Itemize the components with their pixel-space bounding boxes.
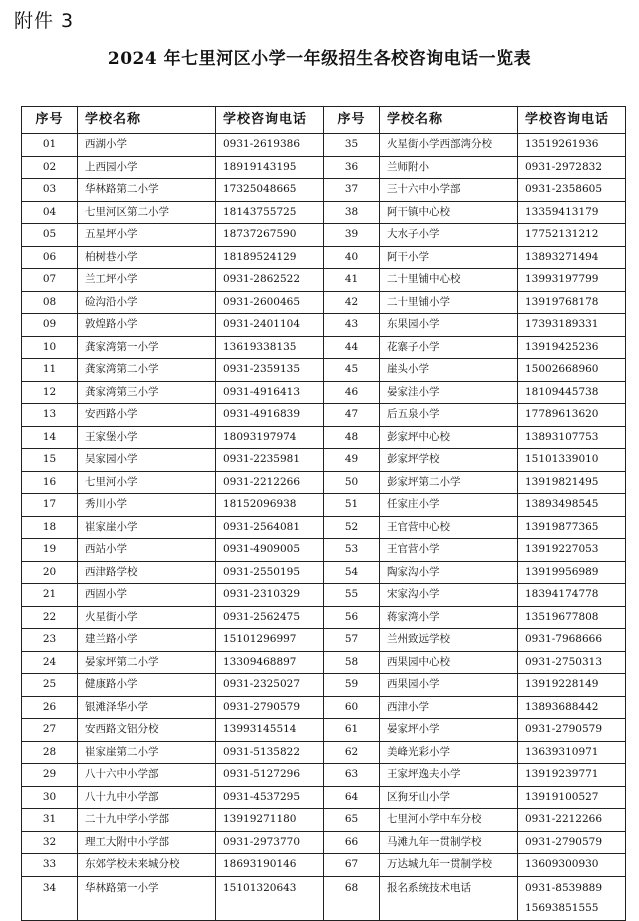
school-phone-2: 13919821495 (518, 471, 626, 494)
row-no: 28 (22, 741, 78, 764)
school-phone-2: 13893271494 (518, 246, 626, 269)
table-row (22, 629, 626, 652)
row-no-2: 38 (324, 201, 380, 224)
school-phone: 0931-2790579 (216, 696, 324, 719)
table-row (22, 606, 626, 629)
school-name: 晏家坪第二小学 (78, 651, 216, 674)
row-no: 20 (22, 561, 78, 584)
row-no-2: 53 (324, 539, 380, 562)
school-phone-2: 13919239771 (518, 764, 626, 787)
school-phone-2 (518, 876, 626, 920)
school-phone: 0931-2325027 (216, 674, 324, 697)
row-no-2: 65 (324, 809, 380, 832)
header-phone: 学校咨询电话 (216, 107, 324, 134)
row-no-2: 52 (324, 516, 380, 539)
row-no: 05 (22, 224, 78, 247)
row-no-2: 54 (324, 561, 380, 584)
table-row (22, 764, 626, 787)
school-phone: 0931-2564081 (216, 516, 324, 539)
school-name: 五星坪小学 (78, 224, 216, 247)
row-no: 11 (22, 359, 78, 382)
school-name: 敦煌路小学 (78, 314, 216, 337)
school-phone: 0931-2235981 (216, 449, 324, 472)
school-name: 崔家崖小学 (78, 516, 216, 539)
school-phone-2: 13639310971 (518, 741, 626, 764)
school-name-2: 任家庄小学 (380, 494, 518, 517)
school-phone: 15101320643 (216, 876, 324, 920)
school-name-2: 二十里铺小学 (380, 291, 518, 314)
school-name-2: 晏家坪小学 (380, 719, 518, 742)
school-name-2: 大水子小学 (380, 224, 518, 247)
school-name: 上西园小学 (78, 156, 216, 179)
school-phone: 0931-2600465 (216, 291, 324, 314)
row-no-2: 68 (324, 876, 380, 920)
school-name-2: 宋家沟小学 (380, 584, 518, 607)
school-phone: 0931-5135822 (216, 741, 324, 764)
row-no-2: 61 (324, 719, 380, 742)
school-phone: 0931-2212266 (216, 471, 324, 494)
table-row (22, 854, 626, 877)
school-name: 华林路第二小学 (78, 179, 216, 202)
row-no: 09 (22, 314, 78, 337)
row-no-2: 50 (324, 471, 380, 494)
school-name: 火星街小学 (78, 606, 216, 629)
table-row (22, 269, 626, 292)
school-name-2: 马滩九年一贯制学校 (380, 831, 518, 854)
school-name: 龚家湾第二小学 (78, 359, 216, 382)
row-no-2: 62 (324, 741, 380, 764)
school-name-2: 花寨子小学 (380, 336, 518, 359)
row-no-2: 42 (324, 291, 380, 314)
school-phone: 0931-2619386 (216, 134, 324, 157)
school-name-2: 二十里铺中心校 (380, 269, 518, 292)
school-name-2: 西果园中心校 (380, 651, 518, 674)
school-phone-2: 13993197799 (518, 269, 626, 292)
table-row (22, 404, 626, 427)
school-name: 安西路文铝分校 (78, 719, 216, 742)
row-no: 24 (22, 651, 78, 674)
row-no-2: 56 (324, 606, 380, 629)
school-phone: 0931-2310329 (216, 584, 324, 607)
row-no-2: 57 (324, 629, 380, 652)
school-name-2: 三十六中小学部 (380, 179, 518, 202)
school-phone-2: 0931-2790579 (518, 719, 626, 742)
table-row (22, 831, 626, 854)
school-phone-2: 15101339010 (518, 449, 626, 472)
school-name: 王家堡小学 (78, 426, 216, 449)
school-phone: 18693190146 (216, 854, 324, 877)
table-row (22, 584, 626, 607)
table-row (22, 494, 626, 517)
table-row (22, 449, 626, 472)
table-row (22, 516, 626, 539)
row-no: 25 (22, 674, 78, 697)
table-row (22, 246, 626, 269)
school-phone-2: 0931-2358605 (518, 179, 626, 202)
school-name: 西津路学校 (78, 561, 216, 584)
row-no: 14 (22, 426, 78, 449)
row-no-2: 58 (324, 651, 380, 674)
school-phone: 0931-4916413 (216, 381, 324, 404)
school-name-2: 东果园小学 (380, 314, 518, 337)
school-name-2: 阿干小学 (380, 246, 518, 269)
school-phone: 0931-4909005 (216, 539, 324, 562)
school-name: 龚家湾第一小学 (78, 336, 216, 359)
row-no: 08 (22, 291, 78, 314)
school-name-2: 兰师附小 (380, 156, 518, 179)
row-no-2: 67 (324, 854, 380, 877)
row-no: 02 (22, 156, 78, 179)
row-no: 19 (22, 539, 78, 562)
school-phone: 15101296997 (216, 629, 324, 652)
school-name-2: 美峰光彩小学 (380, 741, 518, 764)
table-row (22, 561, 626, 584)
table-row (22, 179, 626, 202)
header-school-name-2: 学校名称 (380, 107, 518, 134)
school-name: 西站小学 (78, 539, 216, 562)
table-row (22, 201, 626, 224)
table-row (22, 291, 626, 314)
school-phone-2: 13609300930 (518, 854, 626, 877)
row-no-2: 41 (324, 269, 380, 292)
school-name-2: 王家坪逸夫小学 (380, 764, 518, 787)
school-phone: 0931-2550195 (216, 561, 324, 584)
school-name-2: 彭家坪学校 (380, 449, 518, 472)
attachment-label: 附件 3 (14, 10, 75, 32)
school-phone-2: 17393189331 (518, 314, 626, 337)
row-no-2: 51 (324, 494, 380, 517)
school-phone-2: 18394174778 (518, 584, 626, 607)
school-name-2: 彭家坪第二小学 (380, 471, 518, 494)
table-row (22, 336, 626, 359)
school-phone: 13993145514 (216, 719, 324, 742)
row-no: 06 (22, 246, 78, 269)
row-no-2: 37 (324, 179, 380, 202)
row-no: 18 (22, 516, 78, 539)
school-name-2: 蒋家湾小学 (380, 606, 518, 629)
row-no: 12 (22, 381, 78, 404)
table-row (22, 809, 626, 832)
school-name-2: 晏家洼小学 (380, 381, 518, 404)
header-no-2: 序号 (324, 107, 380, 134)
school-phone-2: 13359413179 (518, 201, 626, 224)
school-phone-2: 13893498545 (518, 494, 626, 517)
school-name-2: 陶家沟小学 (380, 561, 518, 584)
school-phone: 0931-4916839 (216, 404, 324, 427)
school-name: 吴家园小学 (78, 449, 216, 472)
school-phone-table (21, 106, 626, 921)
row-no: 33 (22, 854, 78, 877)
school-phone: 18919143195 (216, 156, 324, 179)
school-name: 华林路第一小学 (78, 876, 216, 920)
table-row (22, 696, 626, 719)
header-school-name: 学校名称 (78, 107, 216, 134)
row-no: 34 (22, 876, 78, 920)
school-name-2: 彭家坪中心校 (380, 426, 518, 449)
school-name: 七里河区第二小学 (78, 201, 216, 224)
row-no: 16 (22, 471, 78, 494)
school-phone-2: 0931-2972832 (518, 156, 626, 179)
school-name: 西固小学 (78, 584, 216, 607)
school-phone-2: 17752131212 (518, 224, 626, 247)
school-name: 八十六中小学部 (78, 764, 216, 787)
school-name: 柏树巷小学 (78, 246, 216, 269)
row-no: 17 (22, 494, 78, 517)
row-no-2: 47 (324, 404, 380, 427)
row-no-2: 35 (324, 134, 380, 157)
school-phone: 0931-2359135 (216, 359, 324, 382)
row-no-2: 44 (324, 336, 380, 359)
school-phone-2: 13919425236 (518, 336, 626, 359)
school-phone: 13919271180 (216, 809, 324, 832)
row-no-2: 39 (324, 224, 380, 247)
school-name: 兰工坪小学 (78, 269, 216, 292)
school-phone-2: 13919227053 (518, 539, 626, 562)
school-name-2: 万达城九年一贯制学校 (380, 854, 518, 877)
school-phone-2: 0931-2212266 (518, 809, 626, 832)
school-name: 建兰路小学 (78, 629, 216, 652)
row-no: 29 (22, 764, 78, 787)
table-row (22, 156, 626, 179)
school-phone-2: 13919768178 (518, 291, 626, 314)
school-phone-2: 0931-2750313 (518, 651, 626, 674)
school-phone-2: 15002668960 (518, 359, 626, 382)
school-phone-2: 18109445738 (518, 381, 626, 404)
school-phone: 13309468897 (216, 651, 324, 674)
row-no-2: 55 (324, 584, 380, 607)
header-phone-2: 学校咨询电话 (518, 107, 626, 134)
table-row (22, 426, 626, 449)
school-name-2: 后五泉小学 (380, 404, 518, 427)
row-no-2: 46 (324, 381, 380, 404)
row-no-2: 64 (324, 786, 380, 809)
school-name-2: 火星街小学西部湾分校 (380, 134, 518, 157)
school-name: 银滩泽华小学 (78, 696, 216, 719)
row-no-2: 43 (324, 314, 380, 337)
school-phone: 0931-4537295 (216, 786, 324, 809)
school-name-2: 崖头小学 (380, 359, 518, 382)
row-no: 07 (22, 269, 78, 292)
row-no-2: 59 (324, 674, 380, 697)
tech-phone-landline: 0931-8539889 (525, 881, 603, 894)
school-phone: 17325048665 (216, 179, 324, 202)
row-no: 31 (22, 809, 78, 832)
school-name-2: 西果园小学 (380, 674, 518, 697)
tech-phone-mobile: 15693851555 (525, 901, 599, 914)
row-no: 27 (22, 719, 78, 742)
school-name: 龚家湾第三小学 (78, 381, 216, 404)
school-phone-2: 17789613620 (518, 404, 626, 427)
table-row (22, 471, 626, 494)
school-phone: 18189524129 (216, 246, 324, 269)
table-row (22, 786, 626, 809)
school-phone: 18093197974 (216, 426, 324, 449)
school-phone-2: 13919228149 (518, 674, 626, 697)
row-no: 01 (22, 134, 78, 157)
row-no: 13 (22, 404, 78, 427)
school-name: 东郊学校未来城分校 (78, 854, 216, 877)
row-no: 15 (22, 449, 78, 472)
school-phone: 18737267590 (216, 224, 324, 247)
table-row (22, 359, 626, 382)
row-no-2: 40 (324, 246, 380, 269)
school-phone-2: 13893107753 (518, 426, 626, 449)
row-no-2: 66 (324, 831, 380, 854)
school-name-2: 报名系统技术电话 (380, 876, 518, 920)
school-name: 安西路小学 (78, 404, 216, 427)
school-phone: 18152096938 (216, 494, 324, 517)
table-row (22, 674, 626, 697)
school-name-2: 七里河小学中车分校 (380, 809, 518, 832)
school-name-2: 王官营中心校 (380, 516, 518, 539)
school-phone-2: 0931-2790579 (518, 831, 626, 854)
school-name: 西湖小学 (78, 134, 216, 157)
row-no-2: 36 (324, 156, 380, 179)
school-name-2: 阿干镇中心校 (380, 201, 518, 224)
school-phone-2: 13919877365 (518, 516, 626, 539)
school-name: 硷沟沿小学 (78, 291, 216, 314)
school-phone-2: 0931-7968666 (518, 629, 626, 652)
table-row (22, 539, 626, 562)
school-phone-2: 13519261936 (518, 134, 626, 157)
school-phone-2: 13519677808 (518, 606, 626, 629)
table-row (22, 134, 626, 157)
row-no-2: 48 (324, 426, 380, 449)
row-no: 23 (22, 629, 78, 652)
school-phone: 0931-2862522 (216, 269, 324, 292)
school-phone: 0931-2401104 (216, 314, 324, 337)
table-header-row (22, 107, 626, 134)
table-row (22, 381, 626, 404)
table-row (22, 314, 626, 337)
table-row (22, 741, 626, 764)
row-no-2: 45 (324, 359, 380, 382)
school-name: 崔家崖第二小学 (78, 741, 216, 764)
row-no-2: 49 (324, 449, 380, 472)
school-phone: 0931-5127296 (216, 764, 324, 787)
school-name: 七里河小学 (78, 471, 216, 494)
school-phone: 18143755725 (216, 201, 324, 224)
school-name-2: 西津小学 (380, 696, 518, 719)
school-phone-2: 13919100527 (518, 786, 626, 809)
school-phone: 13619338135 (216, 336, 324, 359)
row-no: 10 (22, 336, 78, 359)
row-no-2: 60 (324, 696, 380, 719)
header-no: 序号 (22, 107, 78, 134)
school-phone-2: 13919956989 (518, 561, 626, 584)
school-name: 理工大附中小学部 (78, 831, 216, 854)
table-body (22, 134, 626, 921)
row-no-2: 63 (324, 764, 380, 787)
school-name: 秀川小学 (78, 494, 216, 517)
school-phone-2: 13893688442 (518, 696, 626, 719)
school-name: 八十九中小学部 (78, 786, 216, 809)
school-name-2: 区狗牙山小学 (380, 786, 518, 809)
school-phone: 0931-2973770 (216, 831, 324, 854)
table-row (22, 876, 626, 920)
row-no: 04 (22, 201, 78, 224)
school-name: 二十九中学小学部 (78, 809, 216, 832)
row-no: 22 (22, 606, 78, 629)
school-phone: 0931-2562475 (216, 606, 324, 629)
page-title: 2024 年七里河区小学一年级招生各校咨询电话一览表 (107, 49, 532, 69)
table-row (22, 651, 626, 674)
table-row (22, 224, 626, 247)
row-no: 21 (22, 584, 78, 607)
table-row (22, 719, 626, 742)
row-no: 30 (22, 786, 78, 809)
school-name-2: 王官营小学 (380, 539, 518, 562)
school-name: 健康路小学 (78, 674, 216, 697)
row-no: 03 (22, 179, 78, 202)
row-no: 32 (22, 831, 78, 854)
school-name-2: 兰州致远学校 (380, 629, 518, 652)
row-no: 26 (22, 696, 78, 719)
